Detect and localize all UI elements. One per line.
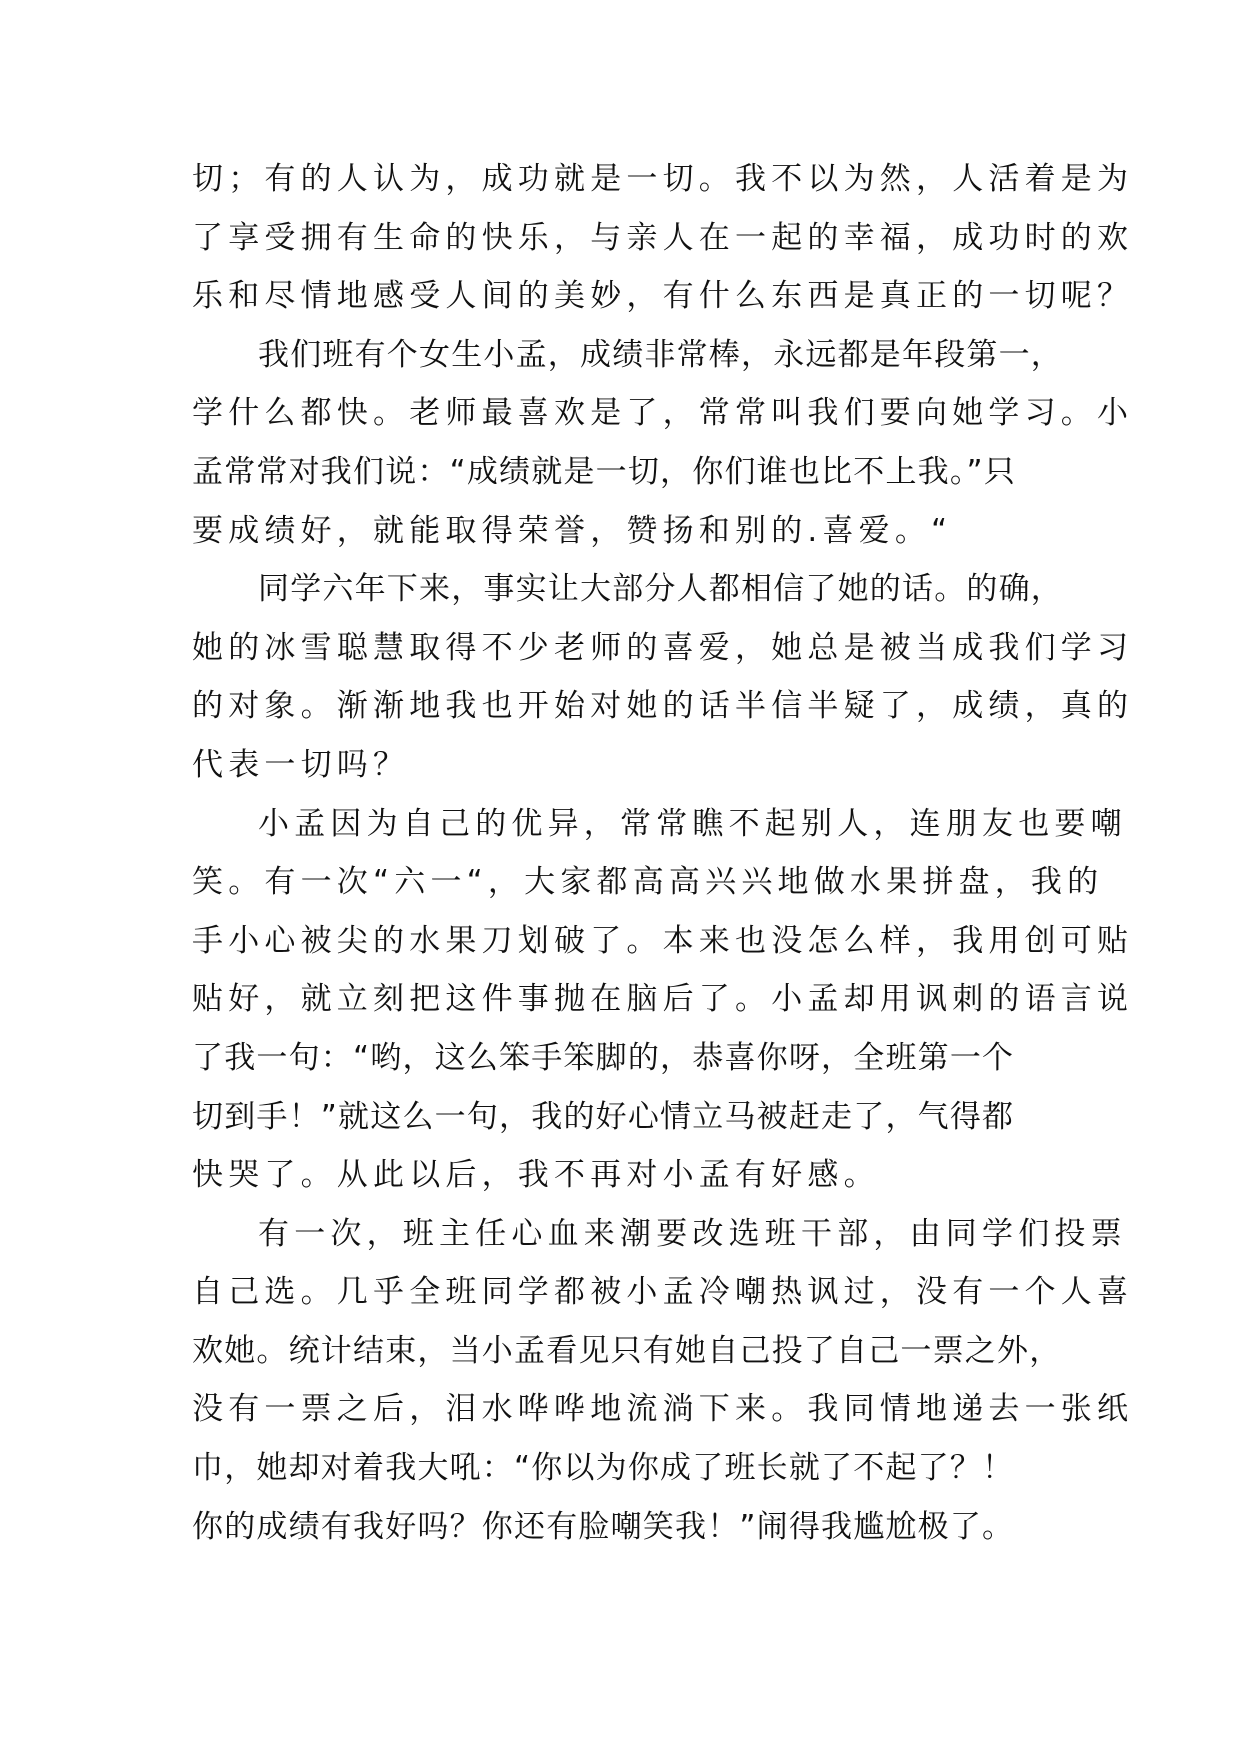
paragraph-start-line: 有一次，班主任心血来潮要改选班干部，由同学们投票 [258, 1215, 1127, 1252]
text-line: 笑。有一次“六一“，大家都高高兴兴地做水果拼盘，我的 [192, 864, 1104, 901]
text-line: 没有一票之后，泪水哗哗地流淌下来。我同情地递去一张纸 [192, 1391, 1134, 1428]
paragraph-start-line: 我们班有个女生小孟，成绩非常棒，永远都是年段第一， [258, 336, 1063, 373]
text-line: 贴好，就立刻把这件事抛在脑后了。小孟却用讽刺的语言说 [192, 981, 1134, 1018]
text-line: 手小心被尖的水果刀划破了。本来也没怎么样，我用创可贴 [192, 922, 1134, 959]
text-line: 切到手！”就这么一句，我的好心情立马被赶走了，气得都 [192, 1098, 1015, 1135]
text-line: 要成绩好，就能取得荣誉，赞扬和别的.喜爱。“ [192, 512, 953, 549]
text-line: 了我一句：“哟，这么笨手笨脚的，恭喜你呀，全班第一个 [192, 1039, 1015, 1076]
text-line: 她的冰雪聪慧取得不少老师的喜爱，她总是被当成我们学习 [192, 629, 1134, 666]
text-line: 的对象。渐渐地我也开始对她的话半信半疑了，成绩，真的 [192, 688, 1134, 725]
text-line: 孟常常对我们说：“成绩就是一切，你们谁也比不上我。”只 [192, 453, 1017, 490]
body-text [192, 150, 1134, 1556]
text-line: 自己选。几乎全班同学都被小孟冷嘲热讽过，没有一个人喜 [192, 1274, 1134, 1311]
text-line: 乐和尽情地感受人间的美妙，有什么东西是真正的一切呢？ [192, 278, 1134, 315]
text-line: 了享受拥有生命的快乐，与亲人在一起的幸福，成功时的欢 [192, 219, 1134, 256]
paragraph-start-line: 小孟因为自己的优异，常常瞧不起别人，连朋友也要嘲 [258, 805, 1127, 842]
text-line: 巾，她却对着我大吼：“你以为你成了班长就了不起了？！ [192, 1450, 1015, 1487]
text-line: 切；有的人认为，成功就是一切。我不以为然，人活着是为 [192, 161, 1134, 197]
text-line: 你的成绩有我好吗？你还有脸嘲笑我！”闹得我尴尬极了。 [192, 1508, 1015, 1545]
text-line: 学什么都快。老师最喜欢是了，常常叫我们要向她学习。小 [192, 395, 1134, 432]
paragraph-start-line: 同学六年下来，事实让大部分人都相信了她的话。的确， [258, 571, 1063, 608]
text-line: 快哭了。从此以后，我不再对小孟有好感。 [192, 1157, 880, 1194]
text-line: 欢她。统计结束，当小孟看见只有她自己投了自己一票之外， [192, 1332, 1062, 1369]
text-line: 代表一切吗？ [192, 746, 410, 783]
